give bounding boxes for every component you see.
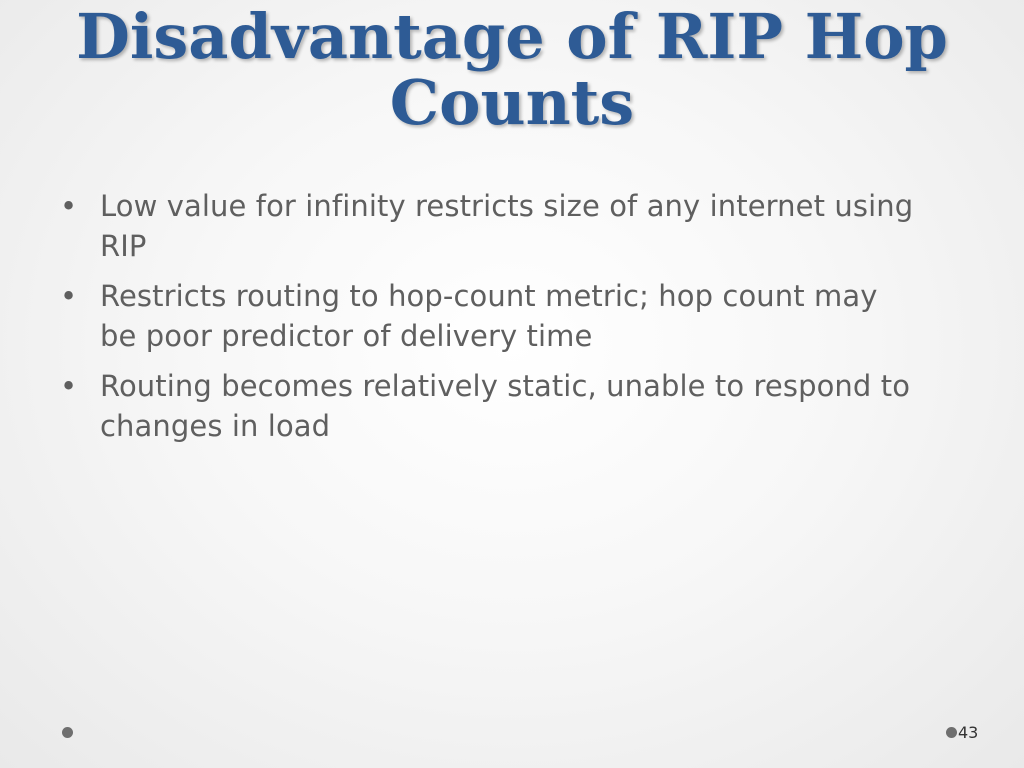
bullet-text: Restricts routing to hop-count metric; hop count may be poor predictor of delivery time — [100, 279, 878, 353]
bullet-icon: • — [60, 279, 78, 313]
bullet-text: Routing becomes relatively static, unable to respond to changes in load — [100, 369, 911, 443]
bullet-item — [58, 276, 918, 356]
bullet-list — [58, 186, 918, 456]
footer-dot-left-icon — [62, 727, 73, 738]
slide-number: 43 — [958, 723, 979, 742]
bullet-item — [58, 366, 918, 446]
bullet-text: Low value for infinity restricts size of any internet using RIP — [100, 189, 914, 263]
slide-title-line-2: Counts — [389, 66, 635, 139]
bullet-item — [58, 186, 918, 266]
bullet-icon: • — [60, 369, 78, 403]
footer-dot-right-icon — [946, 727, 957, 738]
bullet-icon: • — [60, 189, 78, 223]
slide-title-line-1: Disadvantage of RIP Hop — [76, 0, 948, 73]
slide-title — [40, 0, 984, 139]
